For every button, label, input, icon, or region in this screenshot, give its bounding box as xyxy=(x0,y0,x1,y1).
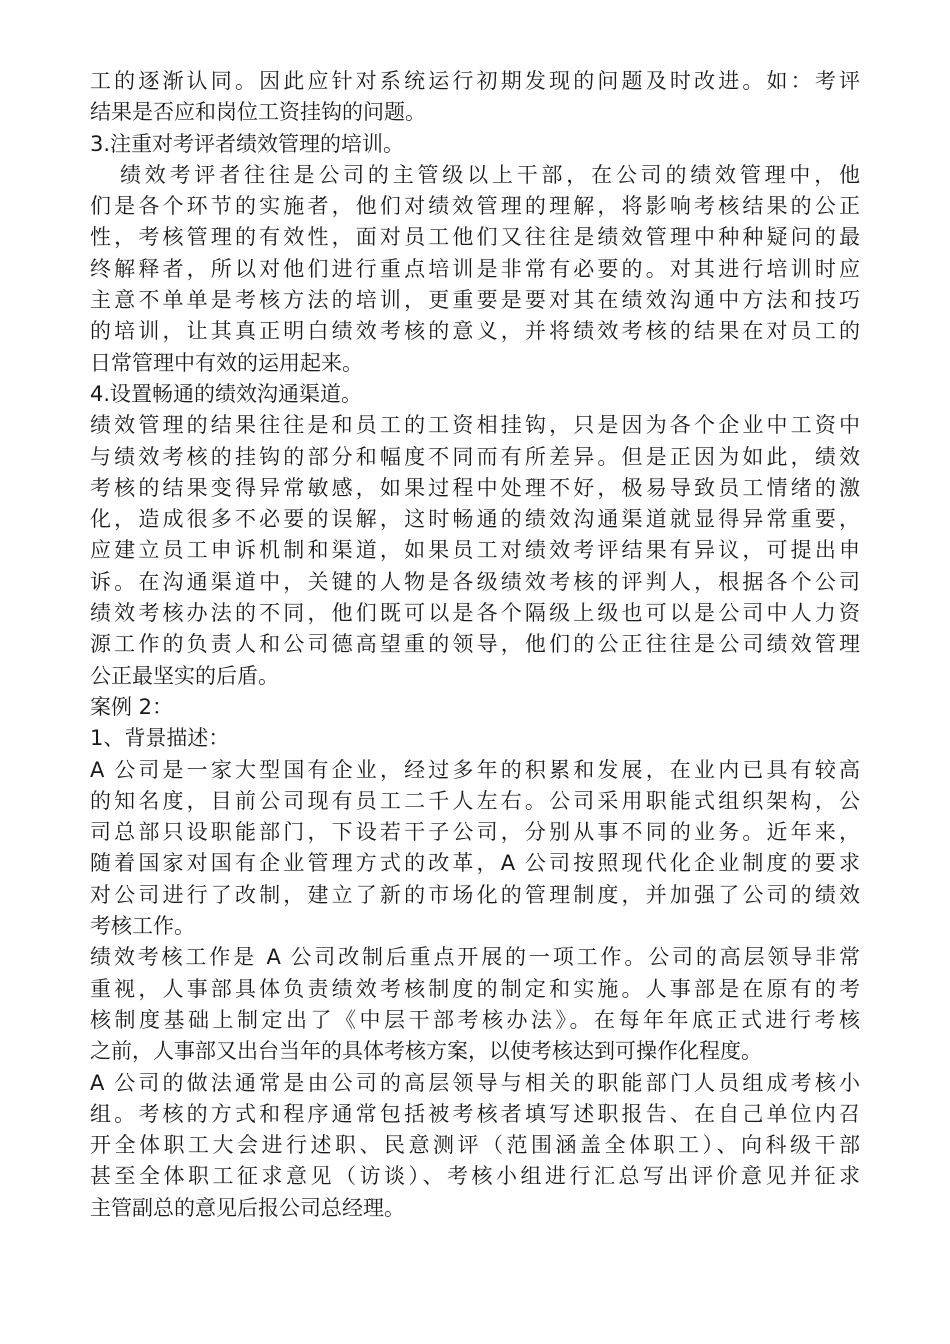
text-line: 开全体职工大会进行述职、民意测评（范围涵盖全体职工）、向科级干部 xyxy=(90,1133,860,1158)
text-line: 甚至全体职工征求意见（访谈）、考核小组进行汇总写出评价意见并征求 xyxy=(90,1164,860,1189)
text-line: 考核工作。 xyxy=(90,914,195,939)
text-line: 司总部只设职能部门，下设若干子公司，分别从事不同的业务。近年来， xyxy=(90,820,860,845)
paragraph-case2 xyxy=(90,692,860,723)
text-line: 绩效管理的结果往往是和员工的工资相挂钩，只是因为各个企业中工资中 xyxy=(90,413,860,438)
paragraph-h4 xyxy=(90,379,860,410)
paragraph-p5 xyxy=(90,942,860,1067)
text-line: 4.设置畅通的绩效沟通渠道。 xyxy=(90,381,363,406)
document-page xyxy=(90,66,860,1224)
paragraph-p1 xyxy=(90,66,860,129)
text-line: 们是各个环节的实施者，他们对绩效管理的理解，将影响考核结果的公正 xyxy=(90,194,860,219)
text-line: 终解释者，所以对他们进行重点培训是非常有必要的。对其进行培训时应 xyxy=(90,256,860,281)
paragraph-bg xyxy=(90,723,860,754)
text-line: 结果是否应和岗位工资挂钩的问题。 xyxy=(90,100,426,125)
text-line: 日常管理中有效的运用起来。 xyxy=(90,350,363,375)
text-line: 对公司进行了改制，建立了新的市场化的管理制度，并加强了公司的绩效 xyxy=(90,882,860,907)
text-line: 化，造成很多不必要的误解，这时畅通的绩效沟通渠道就显得异常重要， xyxy=(90,507,860,532)
text-line: 3.注重对考评者绩效管理的培训。 xyxy=(90,131,405,156)
text-line: 绩效考核办法的不同，他们既可以是各个隔级上级也可以是公司中人力资 xyxy=(90,601,860,626)
text-line: 绩效考评者往往是公司的主管级以上干部，在公司的绩效管理中，他 xyxy=(120,162,860,187)
text-line: 诉。在沟通渠道中，关键的人物是各级绩效考核的评判人，根据各个公司 xyxy=(90,569,860,594)
text-line: 核制度基础上制定出了《中层干部考核办法》。在每年年底正式进行考核 xyxy=(90,1007,860,1032)
text-line: 主意不单单是考核方法的培训，更重要是要对其在绩效沟通中方法和技巧 xyxy=(90,288,860,313)
text-line: 主管副总的意见后报公司总经理。 xyxy=(90,1195,405,1220)
text-line: A 公司是一家大型国有企业，经过多年的积累和发展，在业内已具有较高 xyxy=(90,757,860,782)
text-line: 随着国家对国有企业管理方式的改革，A 公司按照现代化企业制度的要求 xyxy=(90,851,860,876)
text-line: 考核的结果变得异常敏感，如果过程中处理不好，极易导致员工情绪的激 xyxy=(90,475,860,500)
paragraph-p3 xyxy=(90,410,860,692)
paragraph-h3 xyxy=(90,129,860,160)
text-line: 绩效考核工作是 A 公司改制后重点开展的一项工作。公司的高层领导非常 xyxy=(90,945,860,970)
text-line: 之前，人事部又出台当年的具体考核方案，以使考核达到可操作化程度。 xyxy=(90,1039,762,1064)
text-line: 公正最坚实的后盾。 xyxy=(90,663,279,688)
text-line: 案例 2： xyxy=(90,694,174,719)
text-line: 应建立员工申诉机制和渠道，如果员工对绩效考评结果有异议，可提出申 xyxy=(90,538,860,563)
text-line: 工的逐渐认同。因此应针对系统运行初期发现的问题及时改进。如：考评 xyxy=(90,69,860,93)
text-line: 组。考核的方式和程序通常包括被考核者填写述职报告、在自己单位内召 xyxy=(90,1101,860,1126)
text-line: 与绩效考核的挂钩的部分和幅度不同而有所差异。但是正因为如此，绩效 xyxy=(90,444,860,469)
paragraph-p2 xyxy=(90,160,860,379)
text-line: 1、背景描述： xyxy=(90,726,230,751)
paragraph-p4 xyxy=(90,755,860,943)
text-line: 的培训，让其真正明白绩效考核的意义，并将绩效考核的结果在对员工的 xyxy=(90,319,860,344)
text-line: A 公司的做法通常是由公司的高层领导与相关的职能部门人员组成考核小 xyxy=(90,1070,860,1095)
text-line: 性，考核管理的有效性，面对员工他们又往往是绩效管理中种种疑问的最 xyxy=(90,225,860,250)
text-line: 源工作的负责人和公司德高望重的领导，他们的公正往往是公司绩效管理 xyxy=(90,632,860,657)
text-line: 的知名度，目前公司现有员工二千人左右。公司采用职能式组织架构，公 xyxy=(90,788,860,813)
paragraph-p6 xyxy=(90,1068,860,1224)
text-line: 重视，人事部具体负责绩效考核制度的制定和实施。人事部是在原有的考 xyxy=(90,976,860,1001)
